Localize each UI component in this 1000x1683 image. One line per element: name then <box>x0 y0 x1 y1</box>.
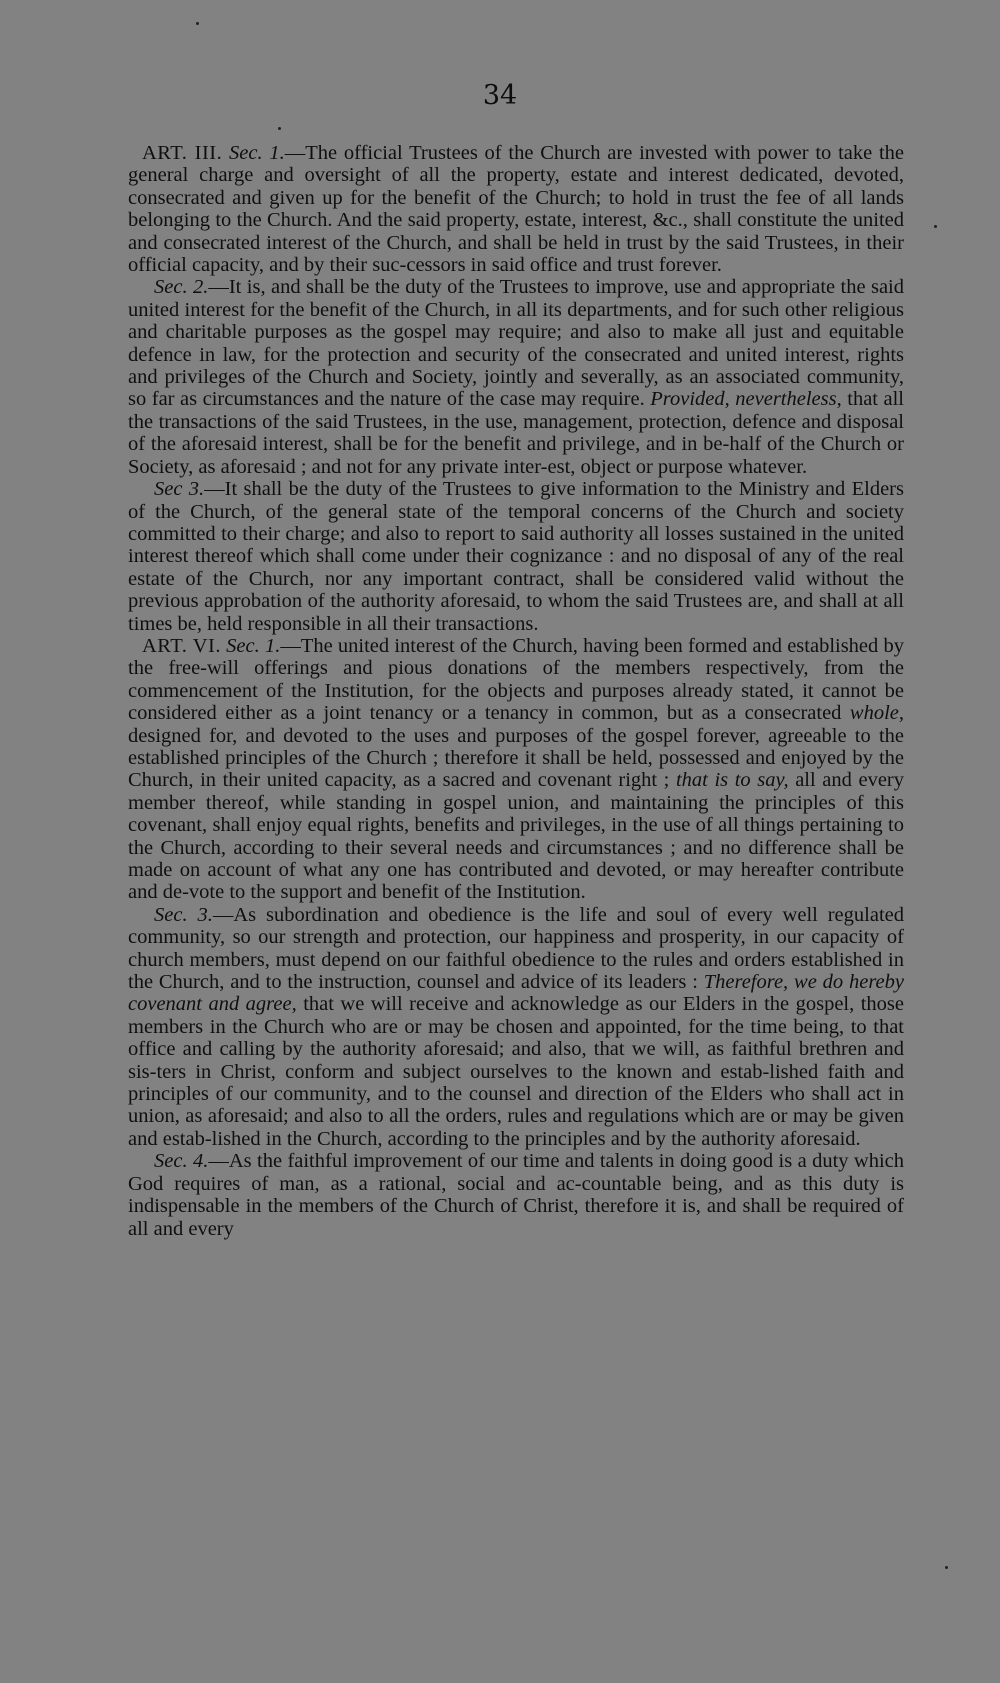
italic-phrase: whole, <box>849 702 904 725</box>
italic-phrase: Provided, nevertheless, <box>650 388 842 411</box>
paragraph-text: —The official Trustees of the Church are invested with power to take the general charge and oversight of all the property, estate and interest dedicated, devoted, consecrated and given up for the benefit of the Church; to hold in trust the fee of all lands belonging to the Church. And the said property, estate, interest, &c., shall constitute the united and consecrated interest of the Church, and shall be held in trust by the said Trustees, in their official capacity, and by their suc-cessors in said office and trust forever. <box>128 142 905 277</box>
article-heading: ART. VI. <box>142 634 221 657</box>
section-label: Sec. 1. <box>229 142 285 164</box>
body-text <box>128 142 904 1240</box>
paragraph-text: —It shall be the duty of the Trustees to give information to the Ministry and Elders of the Church, of the general state of the temporal concerns of the Church and society committed to their charge; and also to report to said authority all losses sustained in the united interest thereof which shall come under their cognizance : and no disposal of any of the real estate of the Church, nor any important contract, shall be considered valid without the previous approbation of the authority aforesaid, to whom the said Trustees are, and shall at all times be, held responsible in all their transactions. <box>128 478 904 635</box>
art-3-sec-2-paragraph <box>128 276 904 478</box>
paragraph-text: that we will receive and acknowledge as our Elders in the gospel, those members in the Church who are or may be chosen and appointed, for the time being, to that office and calling by the authority aforesaid; and also, that we will, as faithful brethren and sis-ters in Christ, conform and subject ourselves to the known and estab-lished faith and principles of our community, and to the counsel and direction of the Elders who shall act in union, as aforesaid; and also to all the orders, rules and regulations which are or may be given and estab-lished in the Church, according to the principles and by the authority aforesaid. <box>128 993 904 1150</box>
paragraph-text: all and every member thereof, while standing in gospel union, and maintaining the principles of this covenant, shall enjoy equal rights, benefits and privileges, in the use of all things pertaining to the Church, according to their several needs and circumstances ; and no difference shall be made on account of what any one has contributed and devoted, or may hereafter contribute and de-vote to the support and benefit of the Institution. <box>128 769 904 904</box>
art-3-sec-3-paragraph <box>128 478 904 635</box>
article-heading: ART. III. <box>142 142 223 164</box>
paper-speck <box>278 127 281 130</box>
italic-phrase: Therefore, we do hereby covenant and agree, <box>128 971 904 1016</box>
paragraph-text: —As subordination and obedience is the life and soul of every well regulated community, so our strength and protection, our happiness and prosperity, in our capacity of church members, must depend on our faithful obedience to the rules and orders established in the Church, and to the instruction, counsel and advice of its leaders : <box>128 903 904 994</box>
section-label: Sec 3. <box>154 478 205 501</box>
paragraph-text: —It is, and shall be the duty of the Trustees to improve, use and appropriate the said united interest for the benefit of the Church, in all its departments, and for such other religious and charitable purposes as the gospel may require; and also to make all just and equitable defence in law, for the protection and security of the consecrated and united interest, rights and privileges of the Church and Society, jointly and severally, as an associated community, so far as circumstances and the nature of the case may require. <box>128 276 904 411</box>
section-label: Sec. 1. <box>226 634 281 657</box>
art-6-sec-3-paragraph <box>128 904 904 1150</box>
italic-phrase: that is to say, <box>675 769 789 792</box>
art-6-sec-1-paragraph <box>128 635 904 904</box>
paragraph-text: —As the faithful improvement of our time and talents in doing good is a duty which God requires of man, as a rational, social and ac-countable being, and as this duty is indispensable in the members of the Church of Christ, therefore it is, and shall be required of all and every <box>128 1150 904 1240</box>
paragraph-text: designed for, and devoted to the uses and purposes of the gospel forever, agreeable to the established principles of the Church ; therefore it shall be held, possessed and enjoyed by the Church, in their united capacity, as a sacred and covenant right ; <box>128 724 904 792</box>
art-6-sec-4-paragraph <box>128 1150 904 1240</box>
page-number: 34 <box>482 80 518 111</box>
paper-speck <box>945 1566 948 1569</box>
paragraph-text: —The united interest of the Church, having been formed and established by the free-will offerings and pious donations of the members respectively, from the commencement of the Institution, for the objects and purposes already stated, it cannot be considered either as a joint tenancy or a tenancy in common, but as a consecrated <box>128 634 904 725</box>
paper-speck <box>934 225 937 228</box>
section-label: Sec. 2. <box>154 276 209 299</box>
section-label: Sec. 4. <box>154 1150 209 1173</box>
paragraph-text: that all the transactions of the said Trustees, in the use, management, protection, defence and disposal of the aforesaid interest, shall be for the benefit and privilege, and in be-half of the Church or Society, as aforesaid ; and not for any private inter-est, object or purpose whatever. <box>128 388 905 478</box>
section-label: Sec. 3. <box>154 903 213 926</box>
art-3-sec-1-paragraph <box>128 142 904 276</box>
paper-speck <box>196 22 199 25</box>
